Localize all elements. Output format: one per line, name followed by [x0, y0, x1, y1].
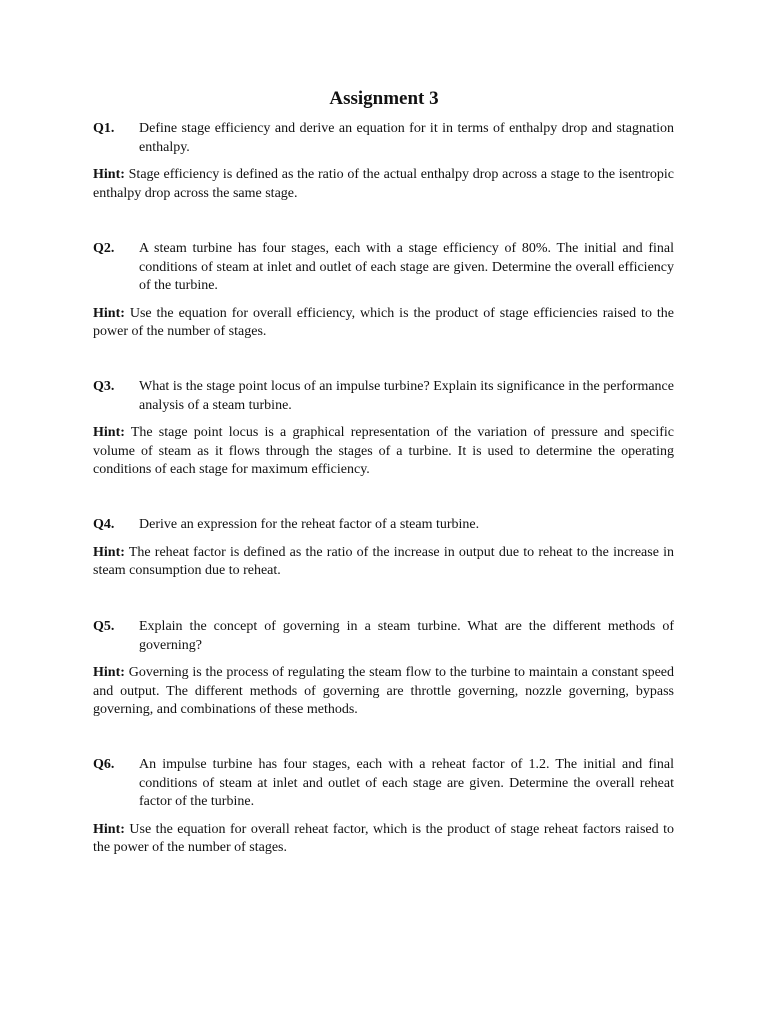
hint-2	[93, 305, 674, 342]
question-text: An impulse turbine has four stages, each with a reheat factor of 1.2. The initial and final conditions of steam at inlet and outlet of each stage are given. Determine the overall reheat factor of the turbine.	[139, 757, 674, 809]
hint-3	[93, 424, 674, 480]
question-block-2	[93, 240, 674, 342]
hint-4	[93, 544, 674, 581]
hint-label: Hint:	[93, 305, 125, 321]
hint-text: The reheat factor is defined as the ratio of the increase in output due to reheat to the increase in steam consumption due to reheat.	[93, 544, 674, 578]
question-block-5	[93, 618, 674, 720]
hint-text: Use the equation for overall efficiency, which is the product of stage efficiencies raised to the power of the number of stages.	[93, 305, 674, 339]
question-text: Explain the concept of governing in a steam turbine. What are the different methods of governing?	[139, 619, 674, 653]
hint-label: Hint:	[93, 544, 125, 560]
question-block-3	[93, 378, 674, 480]
question-text: Define stage efficiency and derive an equation for it in terms of enthalpy drop and stagnation enthalpy.	[139, 121, 674, 155]
question-number: Q3.	[93, 379, 115, 394]
hint-label: Hint:	[93, 821, 125, 837]
question-number: Q6.	[93, 757, 115, 772]
question-6	[93, 756, 674, 812]
question-1	[93, 120, 674, 157]
hint-text: Use the equation for overall reheat factor, which is the product of stage reheat factors raised to the power of the number of stages.	[93, 821, 675, 855]
question-number: Q2.	[93, 241, 115, 256]
hint-5	[93, 664, 674, 720]
question-block-6	[93, 756, 674, 858]
question-number: Q4.	[93, 517, 115, 532]
question-2	[93, 240, 674, 296]
question-number: Q5.	[93, 619, 115, 634]
question-number: Q1.	[93, 121, 115, 136]
question-block-4	[93, 516, 674, 581]
hint-6	[93, 821, 674, 858]
hint-text: Governing is the process of regulating the steam flow to the turbine to maintain a constant speed and output. The different methods of governing are throttle governing, nozzle governing, bypass governing, and combinations of these methods.	[93, 665, 675, 717]
question-text: A steam turbine has four stages, each with a stage efficiency of 80%. The initial and final conditions of steam at inlet and outlet of each stage are given. Determine the overall efficiency of the turbine.	[139, 241, 674, 293]
question-3	[93, 378, 674, 415]
page-title: Assignment 3	[329, 88, 439, 109]
question-4	[93, 516, 674, 535]
hint-1	[93, 166, 674, 203]
hint-label: Hint:	[93, 425, 125, 440]
hint-label: Hint:	[93, 665, 125, 680]
question-text: Derive an expression for the reheat factor of a steam turbine.	[139, 517, 480, 532]
hint-text: The stage point locus is a graphical representation of the variation of pressure and specific volume of steam as it flows through the stages of a turbine. It is used to determine the operating conditions of each stage for maximum efficiency.	[93, 425, 675, 477]
hint-text: Stage efficiency is defined as the ratio of the actual enthalpy drop across a stage to the isentropic enthalpy drop across the same stage.	[93, 167, 674, 201]
question-block-1	[93, 120, 674, 203]
question-5	[93, 618, 674, 655]
question-text: What is the stage point locus of an impulse turbine? Explain its significance in the performance analysis of a steam turbine.	[139, 379, 674, 413]
hint-label: Hint:	[93, 167, 125, 182]
